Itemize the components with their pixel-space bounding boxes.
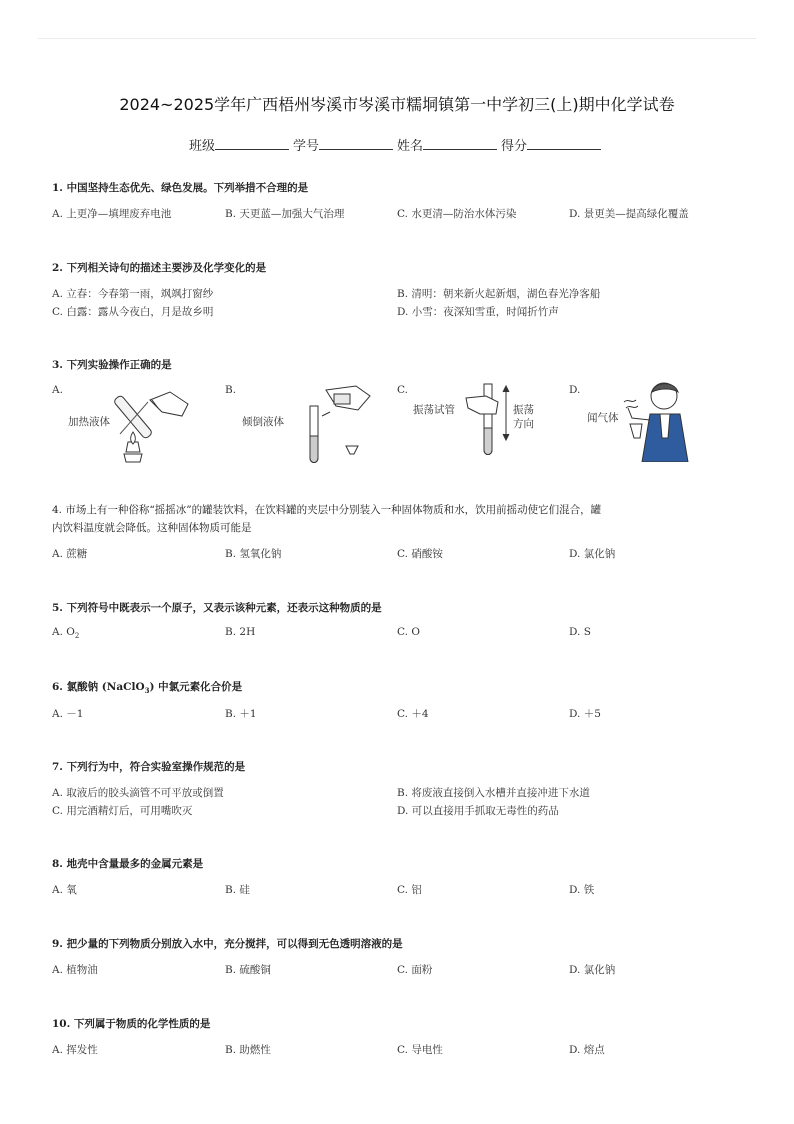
question-4-stem-line-2: 内饮料温度就会降低。这种固体物质可能是 [52, 522, 252, 534]
smelling-gas-figure [620, 378, 700, 462]
question-6-stem-pre: 6. 氯酸钠 (NaClO [52, 681, 145, 693]
question-6-option-d[interactable]: D. ＋5 [569, 708, 601, 720]
score-blank[interactable] [527, 137, 601, 150]
question-5-option-c[interactable]: C. O [397, 626, 420, 638]
question-4-option-c[interactable]: C. 硝酸铵 [397, 548, 443, 560]
question-8-option-d[interactable]: D. 铁 [569, 884, 595, 896]
question-9-option-a[interactable]: A. 植物油 [52, 964, 98, 976]
question-6-stem-subscript: 3 [144, 686, 150, 696]
shaking-tube-figure [460, 378, 512, 464]
question-10-option-d[interactable]: D. 熔点 [569, 1044, 605, 1056]
score-label: 得分 [501, 139, 528, 154]
question-9-option-c[interactable]: C. 面粉 [397, 964, 433, 976]
figure-a-label: 加热液体 [68, 416, 110, 428]
figure-b-label: 倾倒液体 [242, 416, 284, 428]
question-6-option-b[interactable]: B. ＋1 [225, 708, 257, 720]
question-8-option-b[interactable]: B. 硅 [225, 884, 250, 896]
question-5-option-b[interactable]: B. 2H [225, 626, 256, 638]
question-3-option-b[interactable]: B. [225, 384, 237, 396]
question-10-option-c[interactable]: C. 导电性 [397, 1044, 443, 1056]
question-3-option-d[interactable]: D. [569, 384, 581, 396]
question-5-option-a[interactable] [52, 626, 79, 640]
question-4-stem-line-1: 4. 市场上有一种俗称“摇摇冰”的罐装饮料，在饮料罐的夹层中分别装入一种固体物质和水，饮用前摇动使它们混合，罐 [52, 504, 602, 516]
page-title: 2024~2025学年广西梧州岑溪市岑溪市糯垌镇第一中学初三(上)期中化学试卷 [119, 95, 675, 114]
question-3-stem: 3. 下列实验操作正确的是 [52, 359, 172, 371]
question-5-option-a-text: A. O [52, 626, 75, 638]
figure-d-label: 闻气体 [587, 412, 619, 424]
question-8-option-a[interactable]: A. 氧 [52, 884, 77, 896]
question-8-stem: 8. 地壳中含量最多的金属元素是 [52, 858, 204, 870]
question-2-option-b[interactable]: B. 清明：朝来新火起新烟，湖色春光净客船 [397, 288, 601, 300]
name-label: 姓名 [397, 139, 424, 154]
figure-c-label: 振荡试管 [413, 404, 455, 416]
question-6-stem-post: ) 中氯元素化合价是 [149, 681, 243, 693]
question-2-option-d[interactable]: D. 小雪：夜深知雪重，时闻折竹声 [397, 306, 559, 318]
figure-c-direction-1: 振荡 [513, 404, 534, 416]
question-7-option-c[interactable]: C. 用完酒精灯后，可用嘴吹灭 [52, 805, 193, 817]
question-9-stem: 9. 把少量的下列物质分别放入水中，充分搅拌，可以得到无色透明溶液的是 [52, 938, 403, 950]
question-5-option-a-subscript: 2 [74, 632, 80, 641]
pouring-liquid-figure [296, 380, 376, 466]
question-6-option-a[interactable]: A. －1 [52, 708, 84, 720]
question-1-option-b[interactable]: B. 天更蓝—加强大气治理 [225, 208, 345, 220]
question-1-option-c[interactable]: C. 水更清—防治水体污染 [397, 208, 517, 220]
question-6-stem [52, 679, 242, 695]
question-2-stem: 2. 下列相关诗句的描述主要涉及化学变化的是 [52, 262, 267, 274]
question-5-stem: 5. 下列符号中既表示一个原子，又表示该种元素，还表示这种物质的是 [52, 602, 382, 614]
question-8-option-c[interactable]: C. 铝 [397, 884, 422, 896]
class-label: 班级 [188, 139, 215, 154]
top-divider [38, 38, 756, 39]
heating-liquid-figure [110, 382, 200, 466]
question-4-option-a[interactable]: A. 蔗糖 [52, 548, 88, 560]
student-info-row [0, 135, 794, 154]
question-4-option-d[interactable]: D. 氯化钠 [569, 548, 616, 560]
question-10-stem: 10. 下列属于物质的化学性质的是 [52, 1018, 211, 1030]
question-4-option-b[interactable]: B. 氢氧化钠 [225, 548, 282, 560]
question-9-option-d[interactable]: D. 氯化钠 [569, 964, 616, 976]
question-1-option-d[interactable]: D. 景更美—提高绿化覆盖 [569, 208, 689, 220]
question-1-stem: 1. 中国坚持生态优先、绿色发展。下列举措不合理的是 [52, 182, 309, 194]
question-3-option-a[interactable]: A. [52, 384, 63, 396]
class-blank[interactable] [215, 137, 289, 150]
question-7-stem: 7. 下列行为中，符合实验室操作规范的是 [52, 761, 246, 773]
question-7-option-a[interactable]: A. 取液后的胶头滴管不可平放或倒置 [52, 787, 224, 799]
question-10-option-a[interactable]: A. 挥发性 [52, 1044, 98, 1056]
question-10-option-b[interactable]: B. 助燃性 [225, 1044, 271, 1056]
id-label: 学号 [292, 139, 319, 154]
question-3-option-c[interactable]: C. [397, 384, 408, 396]
question-7-option-b[interactable]: B. 将废液直接倒入水槽并直接冲进下水道 [397, 787, 590, 799]
question-7-option-d[interactable]: D. 可以直接用手抓取无毒性的药品 [397, 805, 559, 817]
id-blank[interactable] [319, 137, 393, 150]
name-blank[interactable] [423, 137, 497, 150]
question-2-option-c[interactable]: C. 白露：露从今夜白，月是故乡明 [52, 306, 214, 318]
question-5-option-d[interactable]: D. S [569, 626, 591, 638]
figure-c-direction-2: 方向 [513, 418, 534, 430]
question-9-option-b[interactable]: B. 硫酸铜 [225, 964, 271, 976]
question-6-option-c[interactable]: C. ＋4 [397, 708, 429, 720]
question-1-option-a[interactable]: A. 上更净—填埋废弃电池 [52, 208, 172, 220]
question-2-option-a[interactable]: A. 立春：今春第一雨，飒飒打窗纱 [52, 288, 214, 300]
